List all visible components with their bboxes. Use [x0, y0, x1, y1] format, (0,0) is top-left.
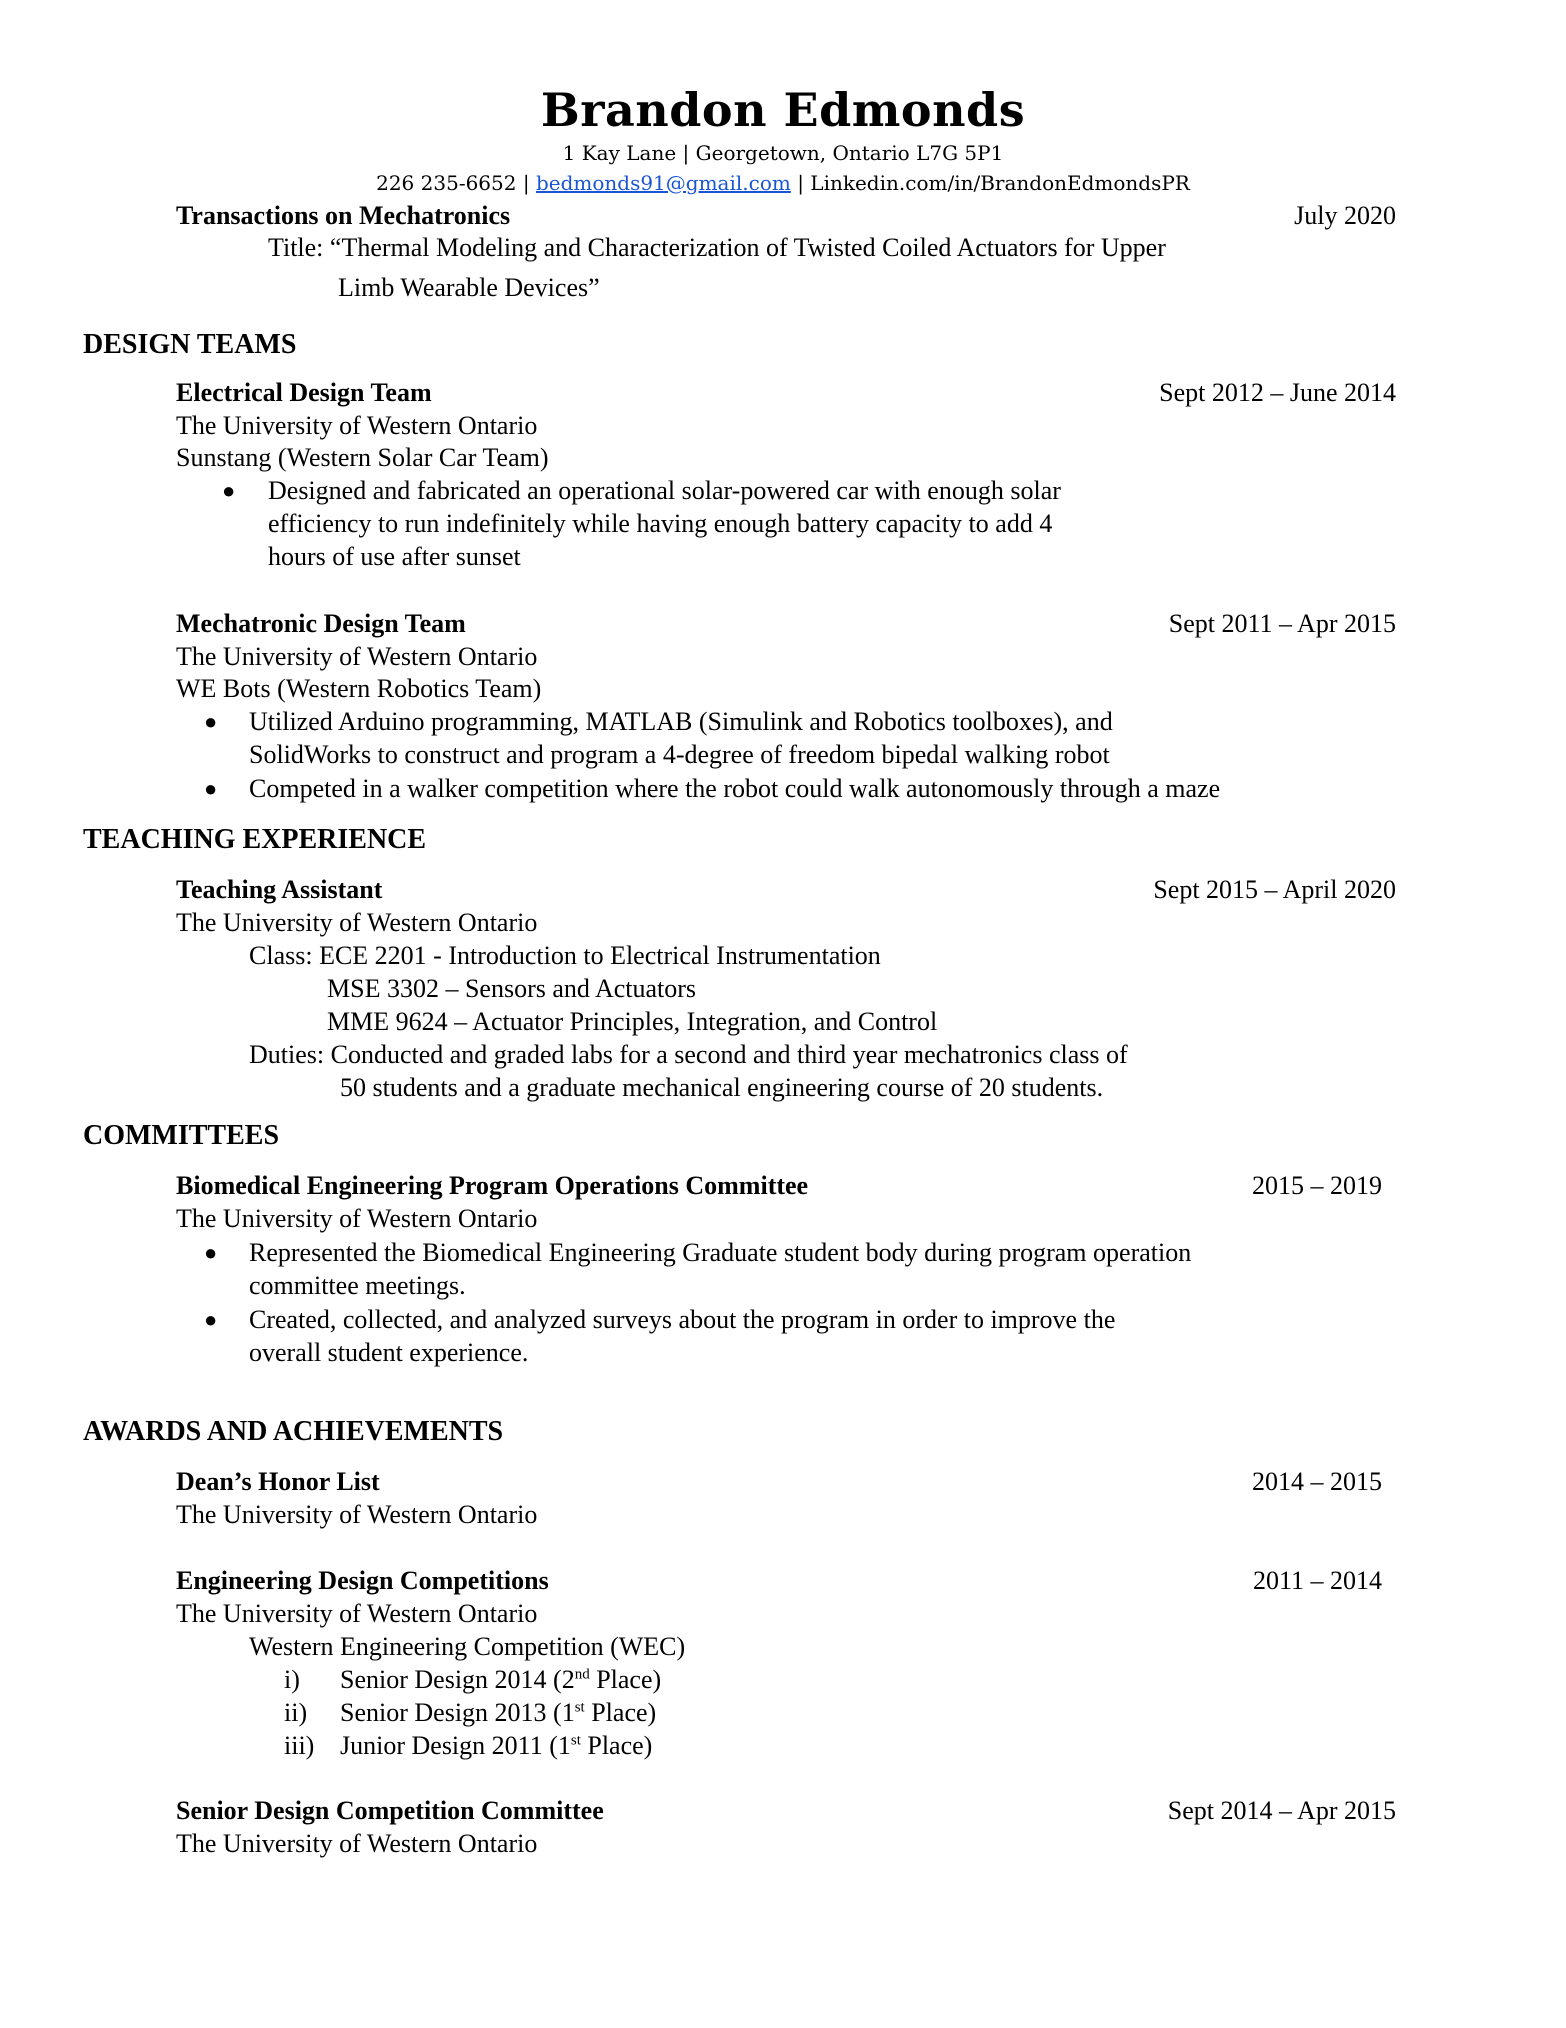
entry-header-deans — [176, 1465, 1382, 1499]
entry-date: Sept 2015 – April 2020 — [1153, 875, 1396, 904]
class-line: MSE 3302 – Sensors and Actuators — [327, 974, 697, 1003]
duties-line: Duties: Conducted and graded labs for a second and third year mechatronics class of — [249, 1040, 1128, 1069]
entry-header-electrical — [176, 376, 1396, 410]
bullet-text-line: SolidWorks to construct and program a 4-degree of freedom bipedal walking robot — [249, 740, 1110, 769]
entry-team-name: Sunstang (Western Solar Car Team) — [176, 443, 549, 472]
entry-organization: The University of Western Ontario — [176, 1829, 538, 1858]
entry-title: Senior Design Competition Committee — [176, 1796, 604, 1825]
publication-title-line2: Limb Wearable Devices” — [338, 273, 600, 302]
list-item: Junior Design 2011 (1st Place) — [340, 1731, 653, 1760]
bullet-icon: ● — [222, 478, 236, 503]
publication-journal: Transactions on Mechatronics — [176, 201, 511, 230]
contact-line — [0, 170, 1566, 196]
separator: | — [516, 171, 536, 195]
entry-title: Teaching Assistant — [176, 875, 383, 904]
list-number: iii) — [284, 1731, 315, 1760]
entry-organization: The University of Western Ontario — [176, 411, 538, 440]
bullet-text-line: Represented the Biomedical Engineering Graduate student body during program operation — [249, 1238, 1192, 1267]
bullet-text-line: committee meetings. — [249, 1271, 466, 1300]
entry-title: Mechatronic Design Team — [176, 609, 466, 638]
address-line: 1 Kay Lane | Georgetown, Ontario L7G 5P1 — [562, 141, 1004, 165]
bullet-text-line: hours of use after sunset — [268, 542, 521, 571]
separator: | — [790, 171, 811, 195]
entry-date: Sept 2014 – Apr 2015 — [1167, 1796, 1396, 1825]
publication-title-line1: Title: “Thermal Modeling and Characterization of Twisted Coiled Actuators for Upper — [268, 233, 1166, 262]
entry-organization: The University of Western Ontario — [176, 1204, 538, 1233]
entry-date: Sept 2011 – Apr 2015 — [1168, 609, 1396, 638]
section-heading-awards: AWARDS AND ACHIEVEMENTS — [83, 1416, 504, 1447]
list-item: Senior Design 2013 (1st Place) — [340, 1698, 657, 1727]
entry-organization: The University of Western Ontario — [176, 908, 538, 937]
bullet-icon: ● — [204, 1240, 218, 1265]
entry-title: Engineering Design Competitions — [176, 1566, 549, 1595]
entry-title: Electrical Design Team — [176, 378, 432, 407]
bullet-text-line: overall student experience. — [249, 1338, 529, 1367]
entry-title: Dean’s Honor List — [176, 1467, 380, 1496]
section-heading-design-teams: DESIGN TEAMS — [83, 329, 297, 360]
list-item: Senior Design 2014 (2nd Place) — [340, 1665, 662, 1694]
entry-team-name: WE Bots (Western Robotics Team) — [176, 674, 542, 703]
list-number: ii) — [284, 1698, 308, 1727]
bullet-text-line: Created, collected, and analyzed surveys about the program in order to improve the — [249, 1305, 1116, 1334]
entry-date: Sept 2012 – June 2014 — [1159, 378, 1396, 407]
publication-date: July 2020 — [1294, 201, 1396, 230]
entry-header-senior-committee — [176, 1794, 1396, 1828]
section-heading-committees: COMMITTEES — [83, 1120, 280, 1151]
duties-line: 50 students and a graduate mechanical engineering course of 20 students. — [340, 1073, 1104, 1102]
entry-header-competitions — [176, 1564, 1382, 1598]
entry-title: Biomedical Engineering Program Operations Committee — [176, 1171, 809, 1200]
candidate-name: Brandon Edmonds — [540, 83, 1026, 137]
linkedin-url: Linkedin.com/in/BrandonEdmondsPR — [810, 171, 1190, 195]
entry-header-mechatronic — [176, 607, 1396, 641]
entry-date: 2015 – 2019 — [1252, 1171, 1382, 1200]
section-heading-teaching: TEACHING EXPERIENCE — [83, 824, 427, 855]
class-line: Class: ECE 2201 - Introduction to Electrical Instrumentation — [249, 941, 881, 970]
publication-row — [176, 199, 1396, 233]
bullet-text-line: efficiency to run indefinitely while having enough battery capacity to add 4 — [268, 509, 1053, 538]
bullet-icon: ● — [204, 776, 218, 801]
entry-header-ta — [176, 873, 1396, 907]
bullet-icon: ● — [204, 709, 218, 734]
entry-date: 2011 – 2014 — [1252, 1566, 1382, 1595]
bullet-text-line: Designed and fabricated an operational solar-powered car with enough solar — [268, 476, 1061, 505]
competition-event: Western Engineering Competition (WEC) — [249, 1632, 686, 1661]
entry-header-committee — [176, 1169, 1382, 1203]
bullet-text-line: Competed in a walker competition where the robot could walk autonomously through a maze — [249, 774, 1221, 803]
email-link[interactable]: bedmonds91@gmail.com — [535, 171, 791, 195]
entry-organization: The University of Western Ontario — [176, 1500, 538, 1529]
phone-number: 226 235-6652 — [376, 171, 517, 195]
bullet-icon: ● — [204, 1307, 218, 1332]
entry-organization: The University of Western Ontario — [176, 642, 538, 671]
list-number: i) — [284, 1665, 300, 1694]
bullet-text-line: Utilized Arduino programming, MATLAB (Simulink and Robotics toolboxes), and — [249, 707, 1113, 736]
class-line: MME 9624 – Actuator Principles, Integration, and Control — [327, 1007, 938, 1036]
entry-date: 2014 – 2015 — [1252, 1467, 1382, 1496]
entry-organization: The University of Western Ontario — [176, 1599, 538, 1628]
